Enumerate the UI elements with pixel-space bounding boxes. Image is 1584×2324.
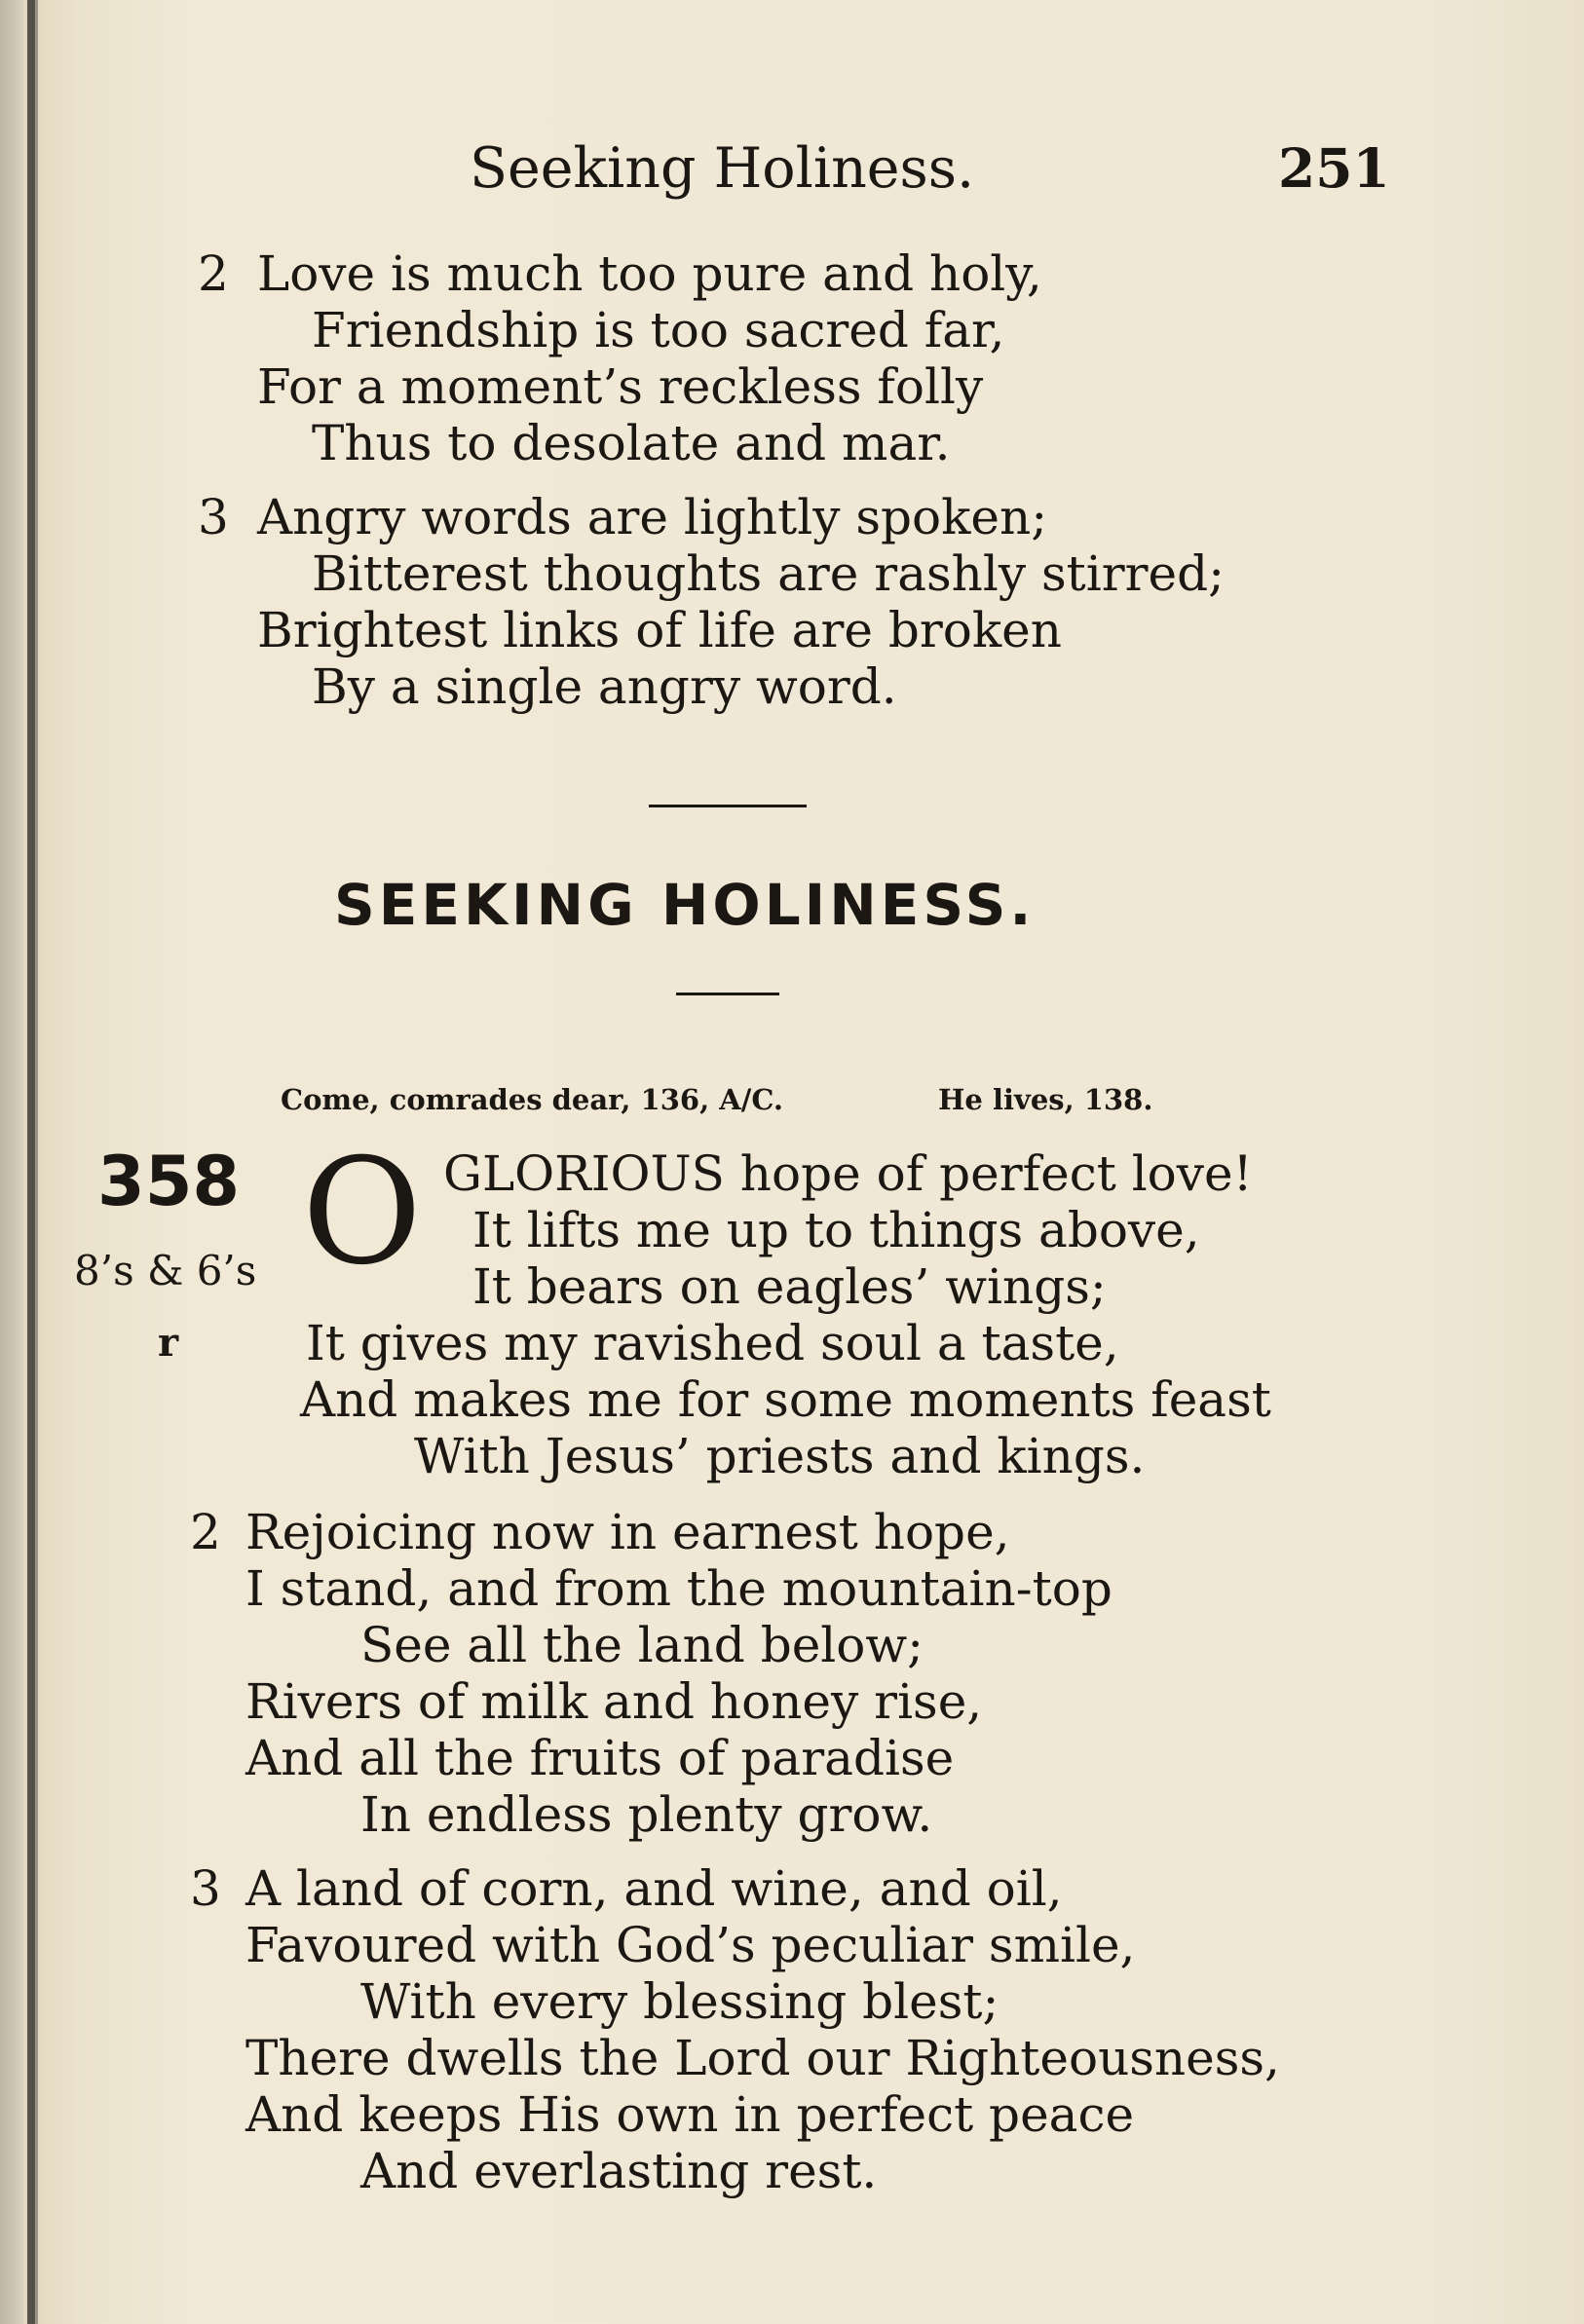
running-title: Seeking Holiness.	[470, 136, 975, 201]
verse-line: Rejoicing now in earnest hope,	[245, 1504, 1010, 1560]
verse-number: 3	[190, 1860, 221, 1917]
verse-line: With every blessing blest;	[360, 1973, 999, 2030]
verse-line: By a single angry word.	[312, 658, 897, 715]
margin-mark: r	[158, 1320, 179, 1366]
verse-line: A land of corn, and wine, and oil,	[245, 1860, 1063, 1917]
section-rule-top	[649, 805, 807, 807]
verse-line: It gives my ravished soul a taste,	[306, 1315, 1119, 1371]
verse-line: And everlasting rest.	[360, 2143, 878, 2199]
verse-line: It bears on eagles’ wings;	[472, 1258, 1107, 1315]
verse-line: And all the fruits of paradise	[245, 1730, 955, 1786]
verse-number: 2	[198, 245, 229, 302]
verse-line: And makes me for some moments feast	[300, 1371, 1271, 1428]
section-rule-bottom	[676, 993, 779, 995]
tune-reference: He lives, 138.	[938, 1083, 1153, 1116]
verse-line: There dwells the Lord our Righteousness,	[245, 2030, 1280, 2086]
verse-line: See all the land below;	[360, 1617, 924, 1673]
verse-line: Favoured with God’s peculiar smile,	[245, 1917, 1136, 1973]
book-spine-edge	[0, 0, 23, 2324]
verse-line: Rivers of milk and honey rise,	[245, 1673, 983, 1730]
verse-line: Thus to desolate and mar.	[312, 415, 951, 471]
verse-number: 2	[190, 1504, 221, 1560]
verse-line: Bitterest thoughts are rashly stirred;	[312, 545, 1225, 602]
verse-line: In endless plenty grow.	[360, 1786, 933, 1843]
hymn-meter: 8’s & 6’s	[74, 1247, 257, 1294]
verse-line: I stand, and from the mountain-top	[245, 1560, 1113, 1617]
tune-reference: Come, comrades dear, 136, A/C.	[281, 1083, 784, 1116]
verse-number: 3	[198, 489, 229, 545]
verse-line: GLORIOUS hope of perfect love!	[443, 1145, 1253, 1202]
verse-line: For a moment’s reckless folly	[257, 358, 984, 415]
verse-line: It lifts me up to things above,	[472, 1202, 1200, 1258]
verse-line: And keeps His own in perfect peace	[245, 2086, 1135, 2143]
verse-line: Love is much too pure and holy,	[257, 245, 1042, 302]
gutter-shadow	[27, 0, 35, 2324]
verse-line: With Jesus’ priests and kings.	[414, 1428, 1146, 1484]
hymn-number: 358	[97, 1142, 241, 1221]
section-title: SEEKING HOLINESS.	[334, 872, 1036, 938]
verse-line: Angry words are lightly spoken;	[257, 489, 1048, 545]
drop-cap: O	[302, 1128, 422, 1297]
verse-line: Brightest links of life are broken	[257, 602, 1062, 658]
page-number: 251	[1278, 136, 1390, 200]
gutter-shadow-light	[35, 0, 38, 2324]
verse-line: Friendship is too sacred far,	[312, 302, 1005, 358]
